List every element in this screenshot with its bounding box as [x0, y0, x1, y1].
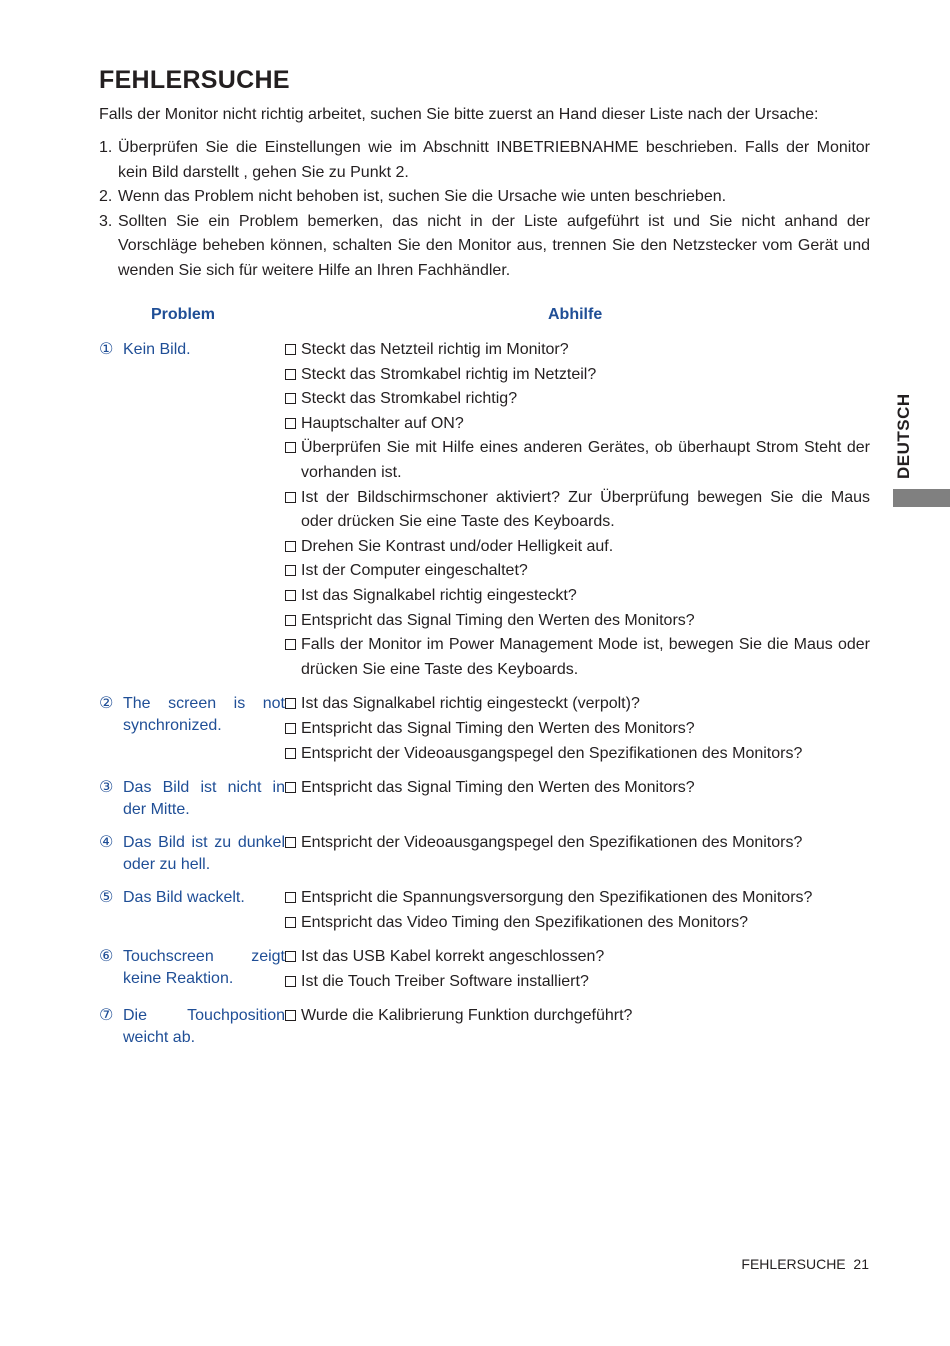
remedy-item — [285, 338, 870, 363]
problem-cell — [99, 692, 285, 766]
problem-cell — [99, 776, 285, 821]
problem-number: ④ — [99, 834, 114, 852]
step-item — [99, 136, 870, 185]
remedy-item — [285, 412, 870, 437]
problem-text: Touchscreen zeigt keine Reaktion. — [123, 948, 285, 988]
step-item — [99, 210, 870, 284]
problem-text: Kein Bild. — [123, 341, 191, 358]
remedy-text: Ist das Signalkabel richtig eingesteckt? — [301, 586, 577, 604]
remedy-text: Steckt das Netzteil richtig im Monitor? — [301, 341, 569, 358]
intro-text: Falls der Monitor nicht richtig arbeitet, suchen Sie bitte zuerst an Hand dieser Liste nach der Ursache: — [99, 106, 819, 123]
remedy-item — [285, 776, 870, 801]
remedy-text: Drehen Sie Kontrast und/oder Helligkeit auf. — [301, 537, 614, 555]
checkbox-square-icon — [285, 782, 296, 793]
step-text: Wenn das Problem nicht behoben ist, suchen Sie die Ursache wie unten beschrieben. — [118, 188, 727, 206]
remedy-text: Steckt das Stromkabel richtig im Netzteil? — [301, 365, 597, 383]
remedy-text: Falls der Monitor im Power Management Mode ist, bewegen Sie die Maus oder drücken Sie eine Taste des Keyboards. — [301, 636, 870, 678]
table-row — [99, 945, 870, 994]
checkbox-square-icon — [285, 951, 296, 962]
remedy-text: Entspricht das Video Timing den Spezifikationen des Monitors? — [301, 913, 749, 931]
table-row — [99, 776, 870, 821]
troubleshooting-table — [99, 338, 870, 1049]
checkbox-square-icon — [285, 590, 296, 601]
checkbox-square-icon — [285, 344, 296, 355]
problem-number: ⑤ — [99, 889, 114, 907]
problem-cell — [99, 831, 285, 876]
table-row — [99, 692, 870, 766]
step-text: Überprüfen Sie die Einstellungen wie im Abschnitt INBETRIEBNAHME beschrieben. Falls der Monitor kein Bild darstellt , gehen Sie zu Punkt 2. — [118, 139, 870, 181]
remedy-text: Hauptschalter auf ON? — [301, 414, 464, 432]
remedy-cell — [285, 776, 870, 821]
table-row — [99, 338, 870, 682]
problem-number: ⑦ — [99, 1007, 114, 1025]
table-row — [99, 1004, 870, 1049]
problem-text: Das Bild ist zu dunkel oder zu hell. — [123, 834, 285, 874]
problem-cell — [99, 945, 285, 994]
remedy-text: Entspricht die Spannungsversorgung den Spezifikationen des Monitors? — [301, 889, 813, 907]
table-row — [99, 831, 870, 876]
checkbox-square-icon — [285, 615, 296, 626]
step-number: 1. — [99, 139, 113, 156]
checkbox-square-icon — [285, 698, 296, 709]
steps-list — [99, 136, 870, 284]
page-title: FEHLERSUCHE — [99, 66, 290, 94]
checkbox-square-icon — [285, 917, 296, 928]
checkbox-square-icon — [285, 892, 296, 903]
remedy-item — [285, 742, 870, 767]
problem-cell — [99, 338, 285, 682]
remedy-item — [285, 363, 870, 388]
problem-text: Das Bild wackelt. — [123, 889, 245, 907]
remedy-item — [285, 911, 870, 936]
remedy-item — [285, 886, 870, 911]
remedy-cell — [285, 886, 870, 935]
problem-text: Die Touchposition weicht ab. — [123, 1007, 285, 1047]
remedy-cell — [285, 338, 870, 682]
remedy-text: Entspricht das Signal Timing den Werten des Monitors? — [301, 719, 695, 737]
remedy-item — [285, 692, 870, 717]
problem-number: ⑥ — [99, 948, 114, 966]
remedy-cell — [285, 1004, 870, 1049]
remedy-column-header: Abhilfe — [548, 306, 603, 323]
checkbox-square-icon — [285, 639, 296, 650]
problem-number: ② — [99, 695, 114, 713]
remedy-item — [285, 584, 870, 609]
language-tab — [893, 386, 950, 506]
checkbox-square-icon — [285, 541, 296, 552]
checkbox-square-icon — [285, 442, 296, 453]
remedy-item — [285, 486, 870, 535]
step-number: 3. — [99, 212, 113, 230]
remedy-text: Ist die Touch Treiber Software installiert? — [301, 972, 589, 990]
remedy-item — [285, 387, 870, 412]
remedy-text: Entspricht der Videoausgangspegel den Spezifikationen des Monitors? — [301, 744, 803, 762]
problem-column-header: Problem — [151, 306, 216, 323]
step-number: 2. — [99, 188, 113, 206]
checkbox-square-icon — [285, 393, 296, 404]
remedy-item — [285, 535, 870, 560]
step-item — [99, 185, 870, 210]
remedy-cell — [285, 692, 870, 766]
remedy-item — [285, 1004, 870, 1029]
checkbox-square-icon — [285, 837, 296, 848]
remedy-cell — [285, 945, 870, 994]
remedy-item — [285, 609, 870, 634]
remedy-text: Überprüfen Sie mit Hilfe eines anderen Gerätes, ob überhaupt Strom Steht der vorhanden ist. — [301, 439, 870, 481]
remedy-text: Entspricht der Videoausgangspegel den Spezifikationen des Monitors? — [301, 834, 803, 852]
problem-number: ③ — [99, 779, 114, 797]
remedy-text: Steckt das Stromkabel richtig? — [301, 390, 518, 408]
remedy-item — [285, 970, 870, 995]
remedy-item — [285, 945, 870, 970]
problem-cell — [99, 1004, 285, 1049]
page-footer: FEHLERSUCHE 21 — [741, 1256, 869, 1272]
remedy-text: Ist der Bildschirmschoner aktiviert? Zur Überprüfung bewegen Sie die Maus oder drücken Sie eine Taste des Keyboards. — [301, 488, 870, 531]
remedy-text: Ist das USB Kabel korrekt angeschlossen? — [301, 948, 605, 966]
remedy-text: Entspricht das Signal Timing den Werten des Monitors? — [301, 779, 695, 797]
remedy-text: Entspricht das Signal Timing den Werten des Monitors? — [301, 611, 695, 629]
checkbox-square-icon — [285, 1010, 296, 1021]
problem-cell — [99, 886, 285, 935]
checkbox-square-icon — [285, 418, 296, 429]
checkbox-square-icon — [285, 723, 296, 734]
remedy-text: Ist der Computer eingeschaltet? — [301, 562, 528, 580]
problem-text: Das Bild ist nicht in der Mitte. — [123, 779, 285, 819]
table-row — [99, 886, 870, 935]
problem-text: The screen is not synchronized. — [123, 695, 285, 735]
remedy-text: Wurde die Kalibrierung Funktion durchgeführt? — [301, 1007, 633, 1025]
remedy-item — [285, 559, 870, 584]
step-text: Sollten Sie ein Problem bemerken, das nicht in der Liste aufgeführt ist und Sie nicht anhand der Vorschläge beheben können, schalten Sie den Monitor aus, trennen Sie den Netzstecker vom Gerät und wenden Sie sich für weitere Hilfe an Ihren Fachhändler. — [118, 212, 870, 279]
language-tab-bar — [893, 489, 950, 507]
problem-number: ① — [99, 341, 114, 358]
remedy-item — [285, 633, 870, 682]
language-tab-label: DEUTSCH — [894, 393, 913, 479]
remedy-item — [285, 831, 870, 856]
checkbox-square-icon — [285, 369, 296, 380]
remedy-text: Ist das Signalkabel richtig eingesteckt (verpolt)? — [301, 695, 640, 713]
checkbox-square-icon — [285, 492, 296, 503]
remedy-item — [285, 436, 870, 485]
checkbox-square-icon — [285, 748, 296, 759]
remedy-cell — [285, 831, 870, 876]
remedy-item — [285, 717, 870, 742]
checkbox-square-icon — [285, 565, 296, 576]
checkbox-square-icon — [285, 976, 296, 987]
